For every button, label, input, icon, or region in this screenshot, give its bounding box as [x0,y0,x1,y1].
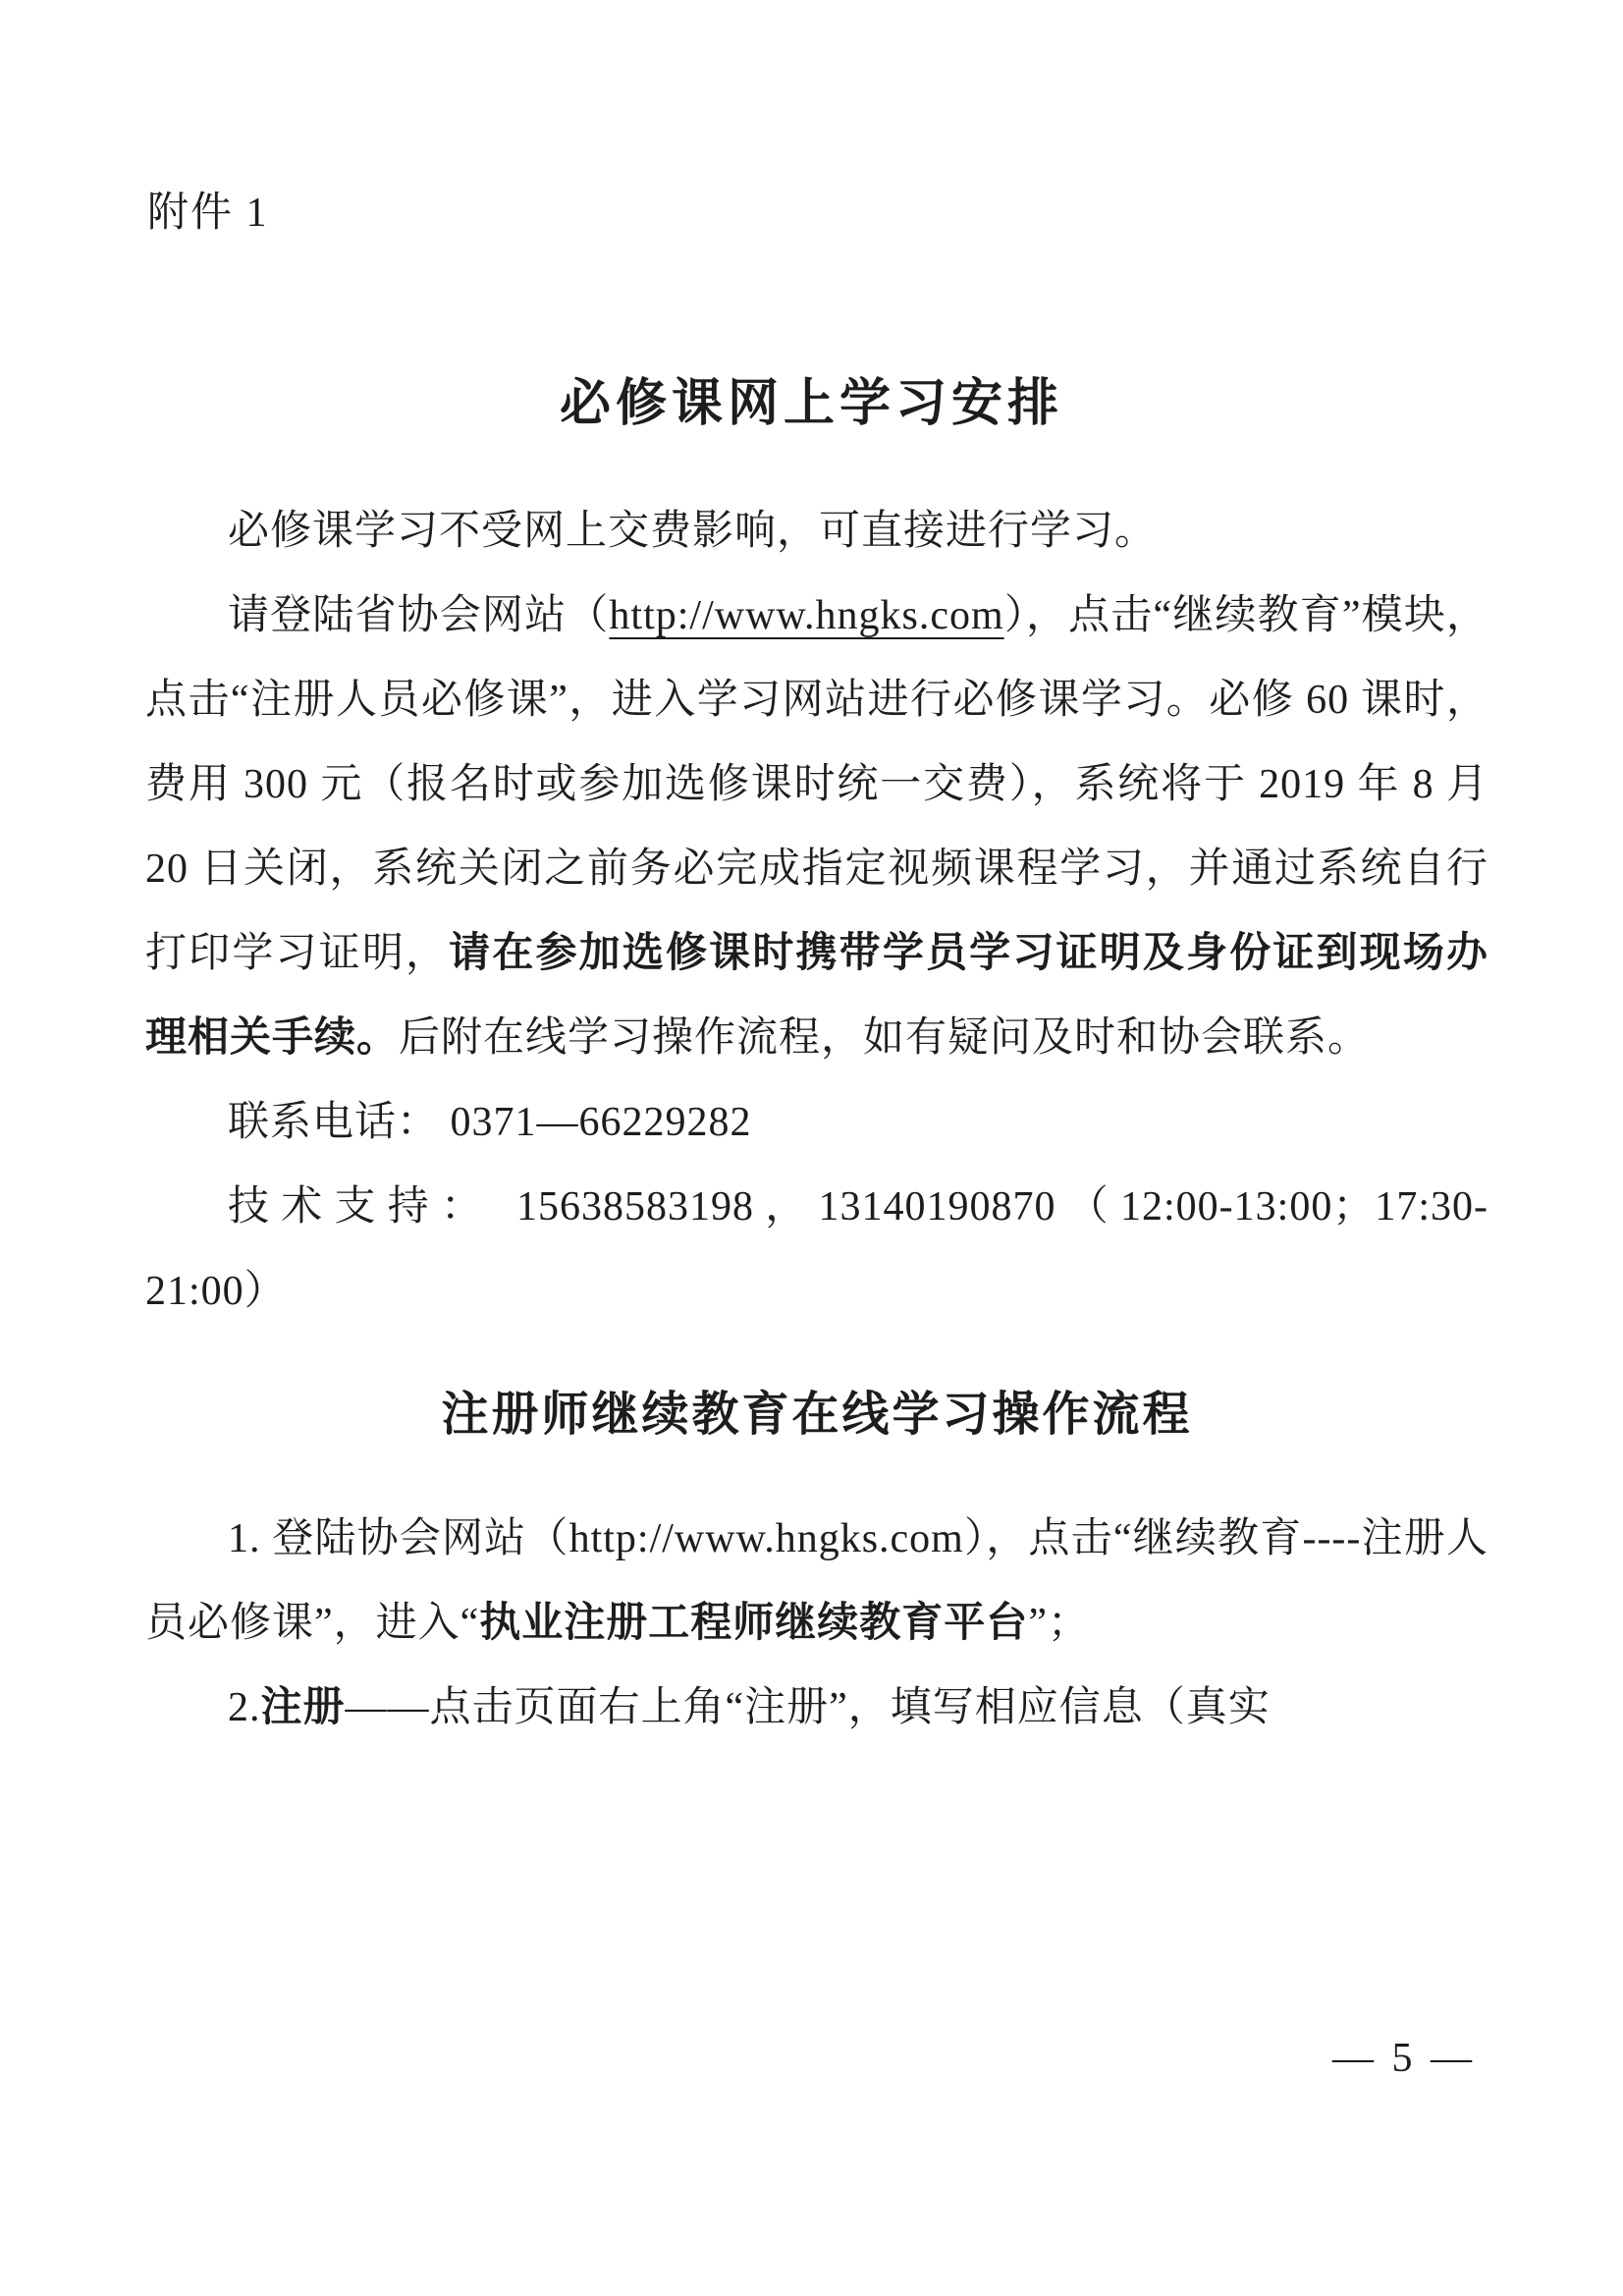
step-1 [145,1497,1488,1666]
tech-support-line [145,1165,1488,1334]
document-title: 必修课网上学习安排 [559,376,1063,432]
paragraph-instructions-pre: 请登陆省协会网站（ [228,593,610,638]
step-2-number: 2. [228,1685,261,1730]
step-2 [145,1666,1488,1750]
contact-phone-text: 联系电话： 0371—66229282 [228,1100,752,1145]
paragraph-instructions-tail: 后附在线学习操作流程，如有疑问及时和协会联系。 [399,1015,1371,1061]
step-1-text: 1. 登陆协会网站（http://www.hngks.com），点击“继续教育----注册人员必修课”，进入“ [145,1516,1488,1646]
paragraph-instructions-bold-notice: 请在参加选修课时携带学员学习证明及身份证到现场办理相关手续。 [145,931,1488,1061]
tech-support-text: 技术支持： 15638583198，13140190870（12:00-13:00；17:30-21:00） [145,1184,1488,1314]
step-1-platform-name: 执业注册工程师继续教育平台 [479,1601,1029,1646]
contact-phone-line [145,1080,1488,1165]
step-2-keyword: 注册 [260,1685,346,1730]
paragraph-instructions [145,574,1488,1080]
paragraph-intro-text: 必修课学习不受网上交费影响，可直接进行学习。 [228,509,1158,554]
attachment-label: 附件 1 [147,191,269,236]
paragraph-intro [145,489,1488,574]
document-body [145,489,1488,1750]
step-2-text: ——点击页面右上角“注册”，填写相应信息（真实 [345,1685,1271,1730]
section-heading: 注册师继续教育在线学习操作流程 [441,1389,1193,1441]
step-1-post: ”； [1028,1601,1090,1646]
website-url: http://www.hngks.com [609,593,1004,638]
page-number: — 5 — [1332,2036,1476,2081]
paragraph-instructions-mid: ），点击“继续教育”模块，点击“注册人员必修课”，进入学习网站进行必修课学习。必修 60 课时，费用 300 元（报名时或参加选修课时统一交费），系统将于 2019 年 8 月 20 日关闭，系统关闭之前务必完成指定视频课程学习，并通过系统自行打印学习证明， [145,593,1488,976]
